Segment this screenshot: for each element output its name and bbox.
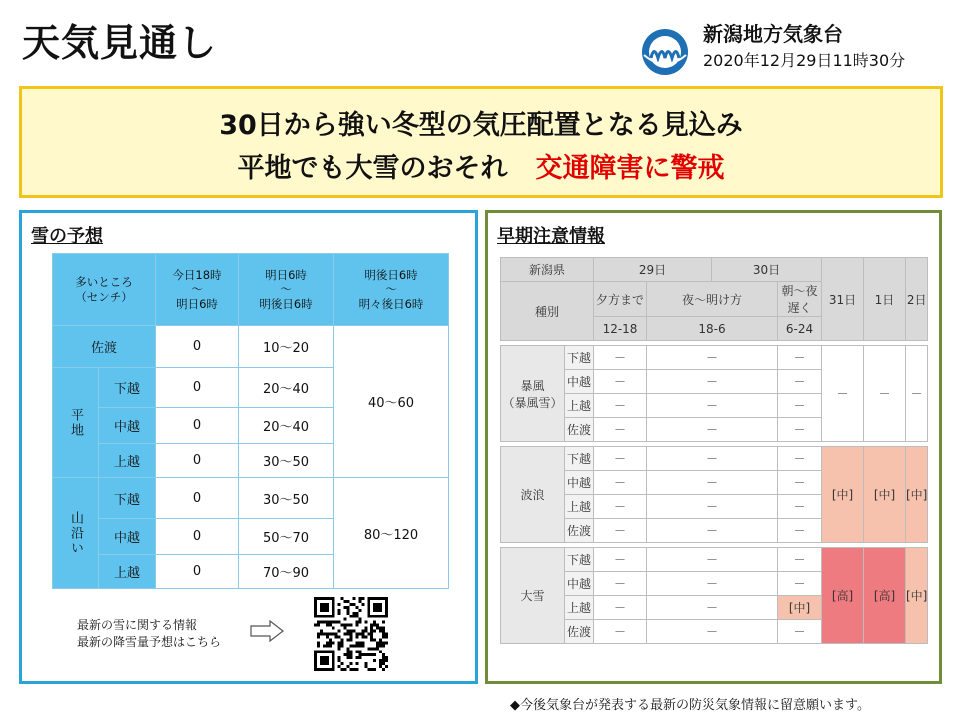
snow-value: 0	[156, 444, 239, 478]
snow-value: 20〜40	[239, 408, 334, 444]
snow-value: 0	[156, 519, 239, 555]
agency-logo-icon	[640, 27, 690, 77]
category-storm: 暴風 （暴風雪）	[501, 346, 565, 442]
region-plain: 平地	[53, 368, 99, 478]
area-chuetsu: 中越	[565, 370, 594, 394]
snow-value: 0	[156, 408, 239, 444]
area-chuetsu: 中越	[565, 471, 594, 495]
area-sado: 佐渡	[565, 620, 594, 644]
header-kind: 種別	[501, 282, 594, 341]
header-t2: 18-6	[647, 317, 778, 341]
area-joetsu: 上越	[99, 444, 156, 478]
latest-info-note: 最新の雪に関する情報 最新の降雪量予想はこちら	[77, 618, 222, 649]
area-chuetsu: 中越	[99, 519, 156, 555]
header-day2: 2日	[906, 258, 928, 341]
area-kaetsu: 下越	[99, 478, 156, 519]
header-pref: 新潟県	[501, 258, 594, 282]
area-chuetsu: 中越	[565, 572, 594, 596]
header-t3: 6-24	[778, 317, 822, 341]
region-mountain: 山沿い	[53, 478, 99, 589]
area-sado: 佐渡	[565, 418, 594, 442]
early-warning-panel	[485, 210, 942, 684]
area-kaetsu: 下越	[565, 346, 594, 370]
level-medium-badge: [中]	[864, 447, 906, 543]
header-day31: 31日	[822, 258, 864, 341]
headline-traffic-alert: 交通障害に警戒	[535, 153, 725, 184]
snow-value: 70〜90	[239, 555, 334, 589]
area-joetsu: 上越	[565, 495, 594, 519]
snow-forecast-title: 雪の予想	[31, 226, 103, 247]
header-period-tomorrow: 明日6時 〜 明後日6時	[239, 254, 334, 326]
headline-box	[19, 86, 943, 198]
region-sado: 佐渡	[53, 326, 156, 368]
category-heavy-snow: 大雪	[501, 548, 565, 644]
area-chuetsu: 中越	[99, 408, 156, 444]
snow-value: 10〜20	[239, 326, 334, 368]
level-high-badge: [高]	[864, 548, 906, 644]
header-day29: 29日	[594, 258, 712, 282]
header-t1: 12-18	[594, 317, 647, 341]
area-kaetsu: 下越	[99, 368, 156, 408]
header-amount: 多いところ （センチ）	[53, 254, 156, 326]
level-medium-badge: [中]	[906, 447, 928, 543]
header-period-dayafter: 明後日6時 〜 明々後日6時	[334, 254, 449, 326]
snow-value-mountain-dayafter: 80〜120	[334, 478, 449, 589]
area-joetsu: 上越	[565, 394, 594, 418]
early-warning-title: 早期注意情報	[497, 226, 605, 247]
snow-value: 20〜40	[239, 368, 334, 408]
category-wave: 波浪	[501, 447, 565, 543]
snow-value: 0	[156, 326, 239, 368]
snow-value: 0	[156, 478, 239, 519]
snow-forecast-table	[52, 253, 449, 589]
early-warning-table: 新潟県 29日 30日 31日 1日 2日 種別 夕方まで 夜〜明け方 朝〜夜遅く 12-18 18-6 6-24 暴風 （暴風雪） 下越 － － － － － － 中越 － － － 上越 － － － 佐渡 － － － 波浪 下越 － － － [中] [中] [中] 中越 － － － 上越 － － － 佐渡 － － － 大雪 下越 － － － [高] [高] [中] 中越 － － － 上越 － － [中] 佐渡 － － －	[500, 257, 928, 644]
snow-value: 0	[156, 555, 239, 589]
snow-value: 30〜50	[239, 444, 334, 478]
snow-forecast-panel	[19, 210, 478, 684]
header-period-today: 今日18時 〜 明日6時	[156, 254, 239, 326]
snow-value: 30〜50	[239, 478, 334, 519]
qr-code-icon[interactable]	[314, 597, 388, 671]
agency-name: 新潟地方気象台	[703, 22, 843, 46]
level-high-badge: [高]	[822, 548, 864, 644]
header-day30: 30日	[712, 258, 822, 282]
header-day1: 1日	[864, 258, 906, 341]
footer-note: ◆今後気象台が発表する最新の防災気象情報に留意願います。	[510, 698, 870, 713]
issue-datetime: 2020年12月29日11時30分	[703, 51, 906, 70]
area-joetsu: 上越	[99, 555, 156, 589]
area-kaetsu: 下越	[565, 447, 594, 471]
headline-line2	[22, 146, 940, 185]
level-medium-badge: [中]	[822, 447, 864, 543]
headline-line1: 30日から強い冬型の気圧配置となる見込み	[219, 110, 743, 141]
snow-value: 50〜70	[239, 519, 334, 555]
snow-value-plain-dayafter: 40〜60	[334, 326, 449, 478]
level-medium-badge: [中]	[906, 548, 928, 644]
area-joetsu: 上越	[565, 596, 594, 620]
snow-value: 0	[156, 368, 239, 408]
level-medium-badge: [中]	[778, 596, 822, 620]
header-p3: 朝〜夜遅く	[778, 282, 822, 317]
area-sado: 佐渡	[565, 519, 594, 543]
page-title: 天気見通し	[22, 21, 218, 65]
right-arrow-icon	[250, 620, 284, 642]
area-kaetsu: 下越	[565, 548, 594, 572]
headline-snow-risk: 平地でも大雪のおそれ	[237, 153, 508, 184]
header-p2: 夜〜明け方	[647, 282, 778, 317]
header-p1: 夕方まで	[594, 282, 647, 317]
